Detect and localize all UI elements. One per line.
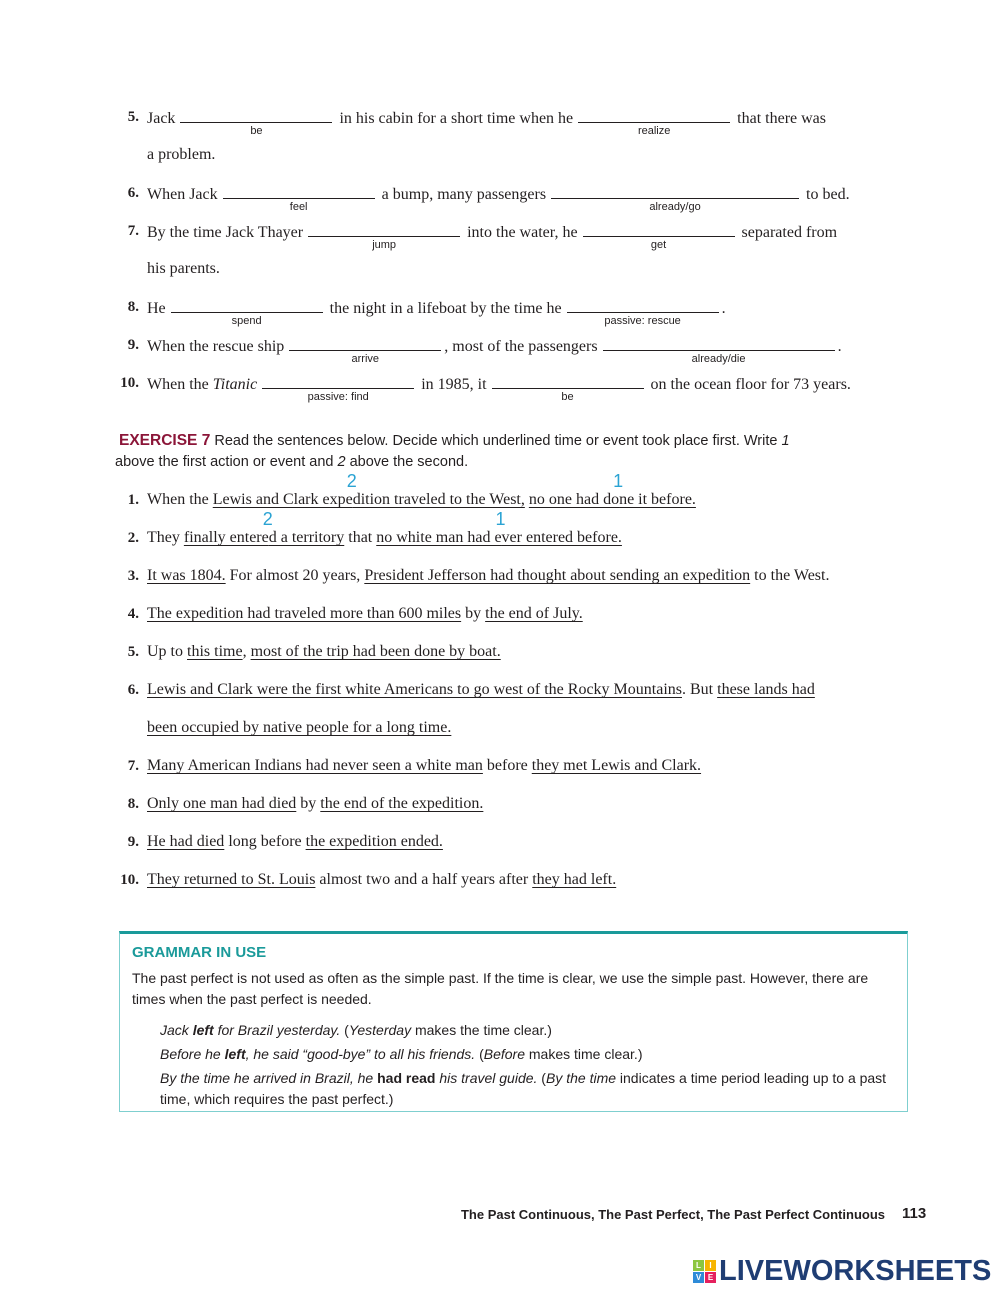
t: By the time — [545, 1070, 617, 1086]
t: his travel guide. — [435, 1070, 538, 1086]
t: for Brazil yesterday. — [213, 1022, 341, 1038]
exercise-item-line — [127, 679, 815, 701]
order-answer-number[interactable]: 1 — [495, 509, 506, 529]
grammar-intro: The past perfect is not used as often as the simple past. If the time is clear, we use the simple past. However, there are times when the past perfect is needed. — [132, 970, 869, 1007]
answer-blank[interactable] — [551, 182, 799, 213]
item-number: 10. — [120, 872, 139, 888]
exercise-item-line — [127, 182, 850, 213]
grammar-title: GRAMMAR IN USE — [132, 944, 267, 961]
page-number: 113 — [902, 1205, 927, 1222]
verb-hint: jump — [372, 239, 397, 251]
underlined-phrase: The expedition had traveled more than 600 miles — [147, 605, 462, 622]
t: indicates a time period leading up to a past time, which requires the past perfect.) — [160, 1070, 887, 1107]
sentence-text: . — [837, 338, 842, 355]
sentence-text: long before — [224, 833, 306, 850]
exercise-item-line — [127, 755, 702, 777]
instructions-two: 2 — [337, 454, 346, 470]
logo-tile: E — [705, 1272, 716, 1283]
sentence-text: Jack — [147, 110, 180, 127]
item-number: 2. — [127, 530, 139, 546]
underlined-phrase: He had died — [147, 833, 225, 850]
t: left — [192, 1022, 214, 1038]
answer-blank[interactable] — [171, 296, 323, 327]
sentence-text: his parents. — [147, 260, 220, 277]
t: ( — [340, 1022, 349, 1038]
underlined-phrase: They returned to St. Louis — [147, 871, 316, 888]
t: makes time clear.) — [525, 1046, 643, 1062]
liveworksheets-logo — [693, 1255, 991, 1288]
verb-hint: already/die — [691, 353, 746, 365]
underlined-phrase: most of the trip had been done by boat. — [250, 643, 501, 660]
t: , he said “good-bye” to all his friends. — [245, 1046, 476, 1062]
item-number: 5. — [127, 109, 139, 125]
underlined-phrase: It was 1804. — [147, 567, 226, 584]
t: Yesterday — [348, 1022, 412, 1038]
t: By the time he arrived in Brazil, he — [160, 1070, 378, 1086]
grammar-example-1 — [160, 1020, 900, 1041]
exercise-item-line — [147, 258, 220, 280]
exercise-item-line — [127, 831, 443, 853]
item-number: 9. — [127, 337, 139, 353]
sentence-text: He — [147, 300, 170, 317]
sentence-text: in his cabin for a short time when he — [335, 110, 578, 127]
underlined-phrase: they met Lewis and Clark. — [531, 757, 702, 774]
item-number: 3. — [127, 568, 139, 584]
underlined-phrase: d a territory — [268, 529, 345, 546]
exercise-7-instructions — [115, 430, 919, 473]
exercise-item-line — [147, 144, 215, 166]
sentence-text: a problem. — [147, 146, 216, 163]
underlined-phrase: these lands had — [717, 681, 815, 698]
answer-blank[interactable] — [223, 182, 375, 213]
sentence-text: into the water, he — [463, 224, 582, 241]
exercise-item-line — [127, 296, 726, 327]
grammar-in-use-box — [119, 931, 908, 1112]
answer-blank[interactable] — [492, 372, 644, 403]
exercise-item-line — [127, 565, 830, 587]
order-answer-number[interactable]: 2 — [262, 509, 273, 529]
logo-tile: L — [693, 1260, 704, 1271]
instructions-one: 1 — [781, 433, 790, 449]
sentence-text: to the West. — [750, 567, 830, 584]
item-number: 9. — [127, 834, 139, 850]
logo-tile: I — [705, 1260, 716, 1271]
underlined-phrase: President Jefferson had thought about sending an expedition — [364, 567, 751, 584]
item-number: 1. — [127, 492, 139, 508]
sentence-text: When the — [147, 376, 213, 393]
exercise-item-line — [147, 717, 451, 739]
exercise-7-label: EXERCISE 7 — [119, 432, 211, 449]
exercise-item-line — [127, 793, 484, 815]
underlined-phrase: no one had do — [528, 491, 620, 508]
logo-tile: V — [693, 1272, 704, 1283]
sentence-text: separated from — [737, 224, 838, 241]
instructions-text: above the first action or event and — [115, 454, 338, 470]
exercise-item-line — [127, 641, 501, 663]
underlined-phrase: Many American Indians had never seen a white man — [147, 757, 483, 774]
grammar-example-3 — [160, 1068, 900, 1110]
answer-blank[interactable] — [180, 106, 332, 137]
instructions-text: above the second. — [345, 454, 469, 470]
answer-blank[interactable] — [308, 220, 460, 251]
item-number: 7. — [127, 758, 139, 774]
sentence-text: When the — [147, 491, 213, 508]
exercise-item-line — [127, 603, 583, 625]
exercise-item-line — [120, 372, 851, 403]
sentence-text: When Jack — [147, 186, 222, 203]
order-answer-number[interactable]: 1 — [613, 471, 624, 491]
t: Before he — [160, 1046, 225, 1062]
underlined-phrase: the expedition ended. — [305, 833, 443, 850]
underlined-phrase: they had left. — [532, 871, 617, 888]
chapter-title-footer: The Past Continuous, The Past Perfect, The Past Perfect Continuous — [460, 1207, 885, 1222]
item-number: 4. — [127, 606, 139, 622]
verb-hint: realize — [637, 125, 671, 137]
t: Jack — [160, 1022, 193, 1038]
logo-text: LIVEWORKSHEETS — [719, 1255, 992, 1287]
sentence-text: before — [482, 757, 532, 774]
sentence-text: , most of the passengers — [444, 338, 602, 355]
sentence-text: on the ocean floor for 73 years. — [646, 376, 851, 393]
underlined-phrase: the end of the expedition. — [320, 795, 484, 812]
verb-hint: passive: find — [307, 391, 369, 403]
answer-blank[interactable] — [603, 334, 835, 365]
item-number: 7. — [127, 223, 139, 239]
verb-hint: be — [561, 391, 574, 403]
answer-blank[interactable] — [289, 334, 441, 365]
exercise-item-line — [127, 106, 827, 137]
answer-blank[interactable] — [262, 372, 414, 403]
sentence-text: in 1985, it — [417, 376, 491, 393]
item-number: 10. — [120, 375, 139, 391]
answer-blank[interactable] — [567, 296, 719, 327]
item-number: 5. — [127, 644, 139, 660]
t: had read — [377, 1070, 436, 1086]
verb-hint: arrive — [351, 353, 380, 365]
item-number: 6. — [127, 185, 139, 201]
sentence-text: by — [461, 605, 486, 622]
sentence-text: to bed. — [802, 186, 850, 203]
sentence-text: , — [242, 643, 251, 660]
item-number: 6. — [127, 682, 139, 698]
underlined-phrase: ne it before. — [619, 491, 696, 508]
grammar-example-2 — [160, 1044, 900, 1065]
underlined-phrase: been occupied by native people for a long time. — [147, 719, 452, 736]
sentence-text: a bump, many passengers — [377, 186, 551, 203]
verb-hint: spend — [231, 315, 262, 327]
verb-hint: passive: rescue — [604, 315, 681, 327]
instructions-text: Read the sentences below. Decide which underlined time or event took place first. Write — [210, 433, 782, 449]
sentence-text: Up to — [147, 643, 187, 660]
sentence-text: When the rescue ship — [147, 338, 289, 355]
t: ( — [475, 1046, 484, 1062]
verb-hint: already/go — [649, 201, 701, 213]
sentence-text: For almost 20 years, — [225, 567, 365, 584]
exercise-item-line — [127, 471, 696, 511]
sentence-text: By the time Jack Thayer — [147, 224, 308, 241]
verb-hint: feel — [289, 201, 308, 213]
sentence-text: the night in a lifeboat by the time he — [325, 300, 566, 317]
item-number: 8. — [127, 796, 139, 812]
exercise-item-line — [127, 334, 842, 365]
underlined-phrase: no white man had e — [376, 529, 502, 546]
t: left — [224, 1046, 246, 1062]
sentence-text: They — [147, 529, 184, 546]
underlined-phrase: Only one man had died — [147, 795, 297, 812]
underlined-phrase: this time — [187, 643, 243, 660]
t: ( — [537, 1070, 546, 1086]
exercise-item-line — [127, 509, 622, 549]
underlined-phrase: ver entered before. — [501, 529, 622, 546]
sentence-text — [257, 376, 261, 393]
t: makes the time clear.) — [411, 1022, 552, 1038]
verb-hint: be — [250, 125, 263, 137]
sentence-text: . But — [682, 681, 718, 698]
sentence-text: that — [344, 529, 377, 546]
underlined-phrase: Lewis and Clark were the first white Americans to go west of the Rocky Mountains — [147, 681, 682, 698]
sentence-text: by — [296, 795, 321, 812]
verb-hint: get — [650, 239, 667, 251]
sentence-text: . — [721, 300, 726, 317]
logo-tiles-icon — [693, 1260, 716, 1283]
sentence-text: that there was — [733, 110, 827, 127]
answer-blank[interactable] — [583, 220, 735, 251]
exercise-item-line — [127, 220, 838, 251]
t: Before — [483, 1046, 525, 1062]
exercise-item-line — [120, 869, 617, 891]
underlined-phrase: dition traveled to the West, — [352, 491, 525, 508]
underlined-phrase: the end of July. — [485, 605, 583, 622]
answer-blank[interactable] — [578, 106, 730, 137]
sentence-text: almost two and a half years after — [315, 871, 533, 888]
order-answer-number[interactable]: 2 — [346, 471, 357, 491]
underlined-phrase: finally entere — [183, 529, 269, 546]
item-number: 8. — [127, 299, 139, 315]
sentence-text: Titanic — [212, 376, 258, 393]
underlined-phrase: Lewis and Clark expe — [212, 491, 353, 508]
